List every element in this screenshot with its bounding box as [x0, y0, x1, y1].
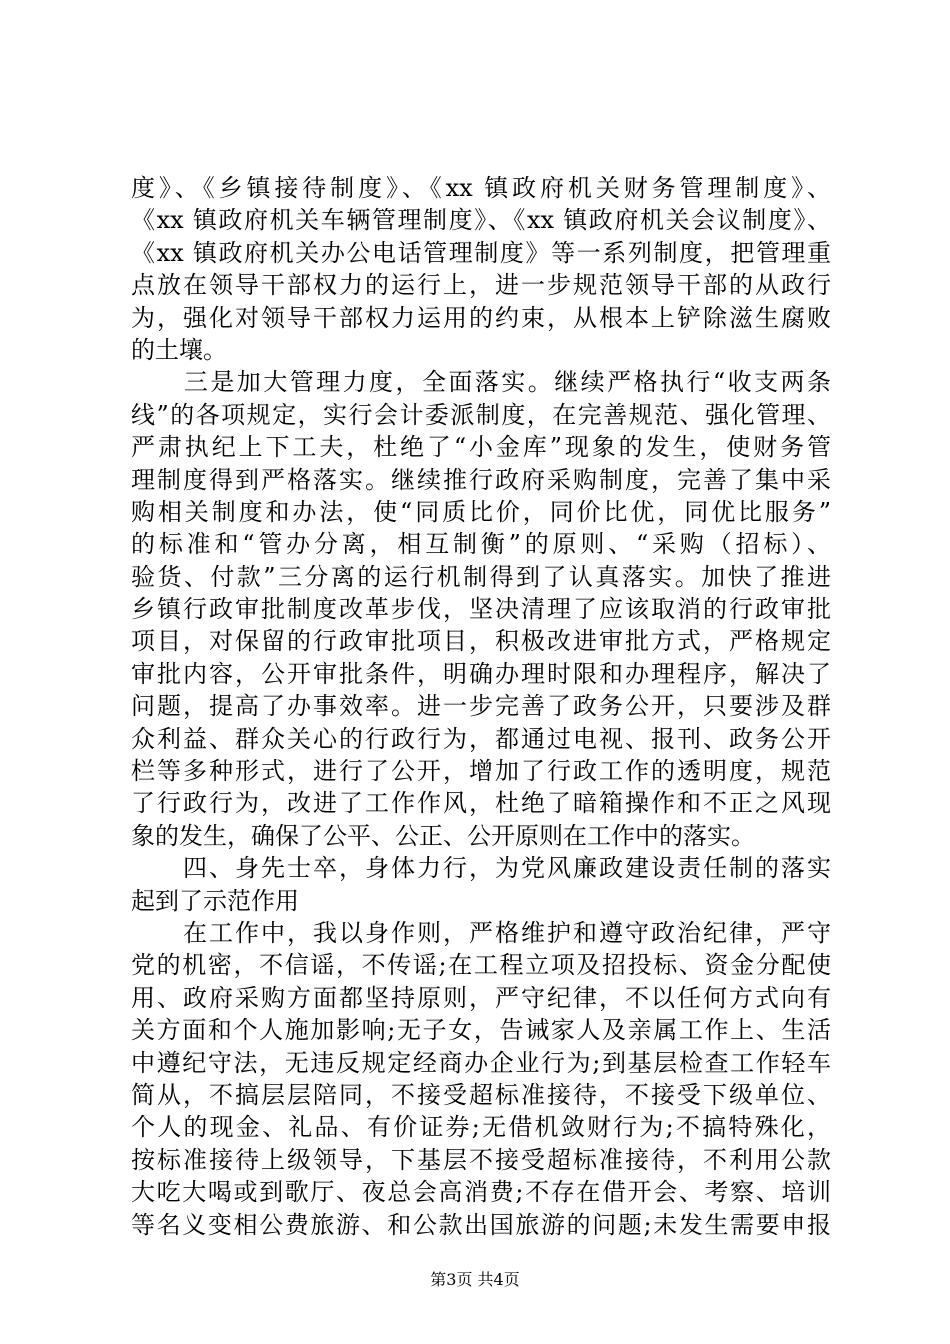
- text-line: 线”的各项规定，实行会计委派制度，在完善规范、强化管理、: [131, 400, 831, 429]
- text-line: 四、身先士卒，身体力行，为党风廉政建设责任制的落实: [131, 854, 831, 883]
- text-line: 众利益、群众关心的行政行为，都通过电视、报刊、政务公开: [131, 724, 831, 753]
- text-line: 党的机密，不信谣，不传谣;在工程立项及招投标、资金分配使: [131, 951, 831, 980]
- text-line: 《xx 镇政府机关车辆管理制度》、《xx 镇政府机关会议制度》、: [131, 206, 831, 235]
- text-line: 大吃大喝或到歌厅、夜总会高消费;不存在借开会、考察、培训: [131, 1178, 831, 1207]
- text-line: 了行政行为，改进了工作作风，杜绝了暗箱操作和不正之风现: [131, 789, 831, 818]
- text-line: 用、政府采购方面都坚持原则，严守纪律，不以任何方式向有: [131, 983, 831, 1012]
- text-line: 《xx 镇政府机关办公电话管理制度》等一系列制度，把管理重: [131, 238, 831, 267]
- text-line: 购相关制度和办法，使“同质比价，同价比优，同优比服务”: [131, 497, 831, 526]
- text-line: 中遵纪守法，无违反规定经商办企业行为;到基层检查工作轻车: [131, 1048, 831, 1077]
- text-line: 为，强化对领导干部权力运用的约束，从根本上铲除滋生腐败: [131, 303, 831, 332]
- text-line: 简从，不搞层层陪同，不接受超标准接待，不接受下级单位、: [131, 1080, 831, 1109]
- text-line: 严肃执纪上下工夫，杜绝了“小金库”现象的发生，使财务管: [131, 433, 831, 462]
- text-line: 个人的现金、礼品、有价证券;无借机敛财行为;不搞特殊化，: [131, 1113, 831, 1142]
- text-line: 起到了示范作用: [131, 886, 299, 915]
- text-line: 乡镇行政审批制度改革步伐，坚决清理了应该取消的行政审批: [131, 595, 831, 624]
- text-line: 的土壤。: [131, 335, 227, 364]
- text-line: 理制度得到严格落实。继续推行政府采购制度，完善了集中采: [131, 465, 831, 494]
- text-line: 项目，对保留的行政审批项目，积极改进审批方式，严格规定: [131, 627, 831, 656]
- text-line: 等名义变相公费旅游、和公款出国旅游的问题;未发生需要申报: [131, 1210, 831, 1239]
- text-line: 三是加大管理力度，全面落实。继续严格执行“收支两条: [131, 368, 831, 397]
- text-line: 审批内容，公开审批条件，明确办理时限和办理程序，解决了: [131, 659, 831, 688]
- text-line: 的标准和“管办分离，相互制衡”的原则、“采购（招标）、: [131, 530, 831, 559]
- text-line: 象的发生，确保了公平、公正、公开原则在工作中的落实。: [131, 821, 755, 850]
- text-line: 在工作中，我以身作则，严格维护和遵守政治纪律，严守: [131, 918, 831, 947]
- text-line: 问题，提高了办事效率。进一步完善了政务公开，只要涉及群: [131, 692, 831, 721]
- text-line: 度》、《乡镇接待制度》、《xx 镇政府机关财务管理制度》、: [131, 174, 831, 202]
- text-line: 按标准接待上级领导，下基层不接受超标准接待，不利用公款: [131, 1145, 831, 1174]
- text-line: 栏等多种形式，进行了公开，增加了行政工作的透明度，规范: [131, 757, 831, 786]
- text-line: 点放在领导干部权力的运行上，进一步规范领导干部的从政行: [131, 271, 831, 300]
- page-footer: 第3页 共4页: [430, 1270, 520, 1289]
- text-line: 关方面和个人施加影响;无子女，告诫家人及亲属工作上、生活: [131, 1016, 831, 1045]
- text-line: 验货、付款”三分离的运行机制得到了认真落实。加快了推进: [131, 562, 831, 591]
- body-text: [131, 172, 831, 1241]
